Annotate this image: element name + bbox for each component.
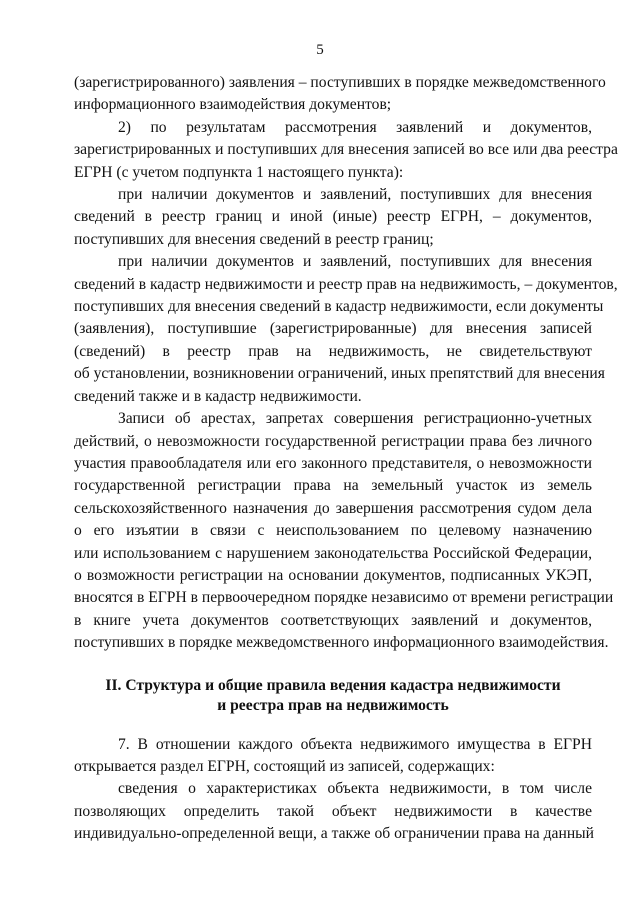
text-line: сельскохозяйственного назначения до завершения рассмотрения судом дела <box>74 499 592 517</box>
text-line: (зарегистрированного) заявления – поступивших в порядке межведомственного <box>74 74 606 91</box>
paragraph-p4 <box>74 251 618 408</box>
text-line: зарегистрированных и поступивших для внесения записей во все или два реестра <box>74 141 618 159</box>
text-line: (заявления), поступившие (зарегистрированные) для внесения записей <box>74 320 592 338</box>
section-heading-line-2: и реестра прав на недвижимость <box>217 696 449 714</box>
paragraph-p7 <box>74 778 592 845</box>
section-heading <box>74 676 592 716</box>
section-heading-line-1: II. Структура и общие правила ведения кадастра недвижимости <box>105 676 561 694</box>
text-line: Записи об арестах, запретах совершения регистрационно-учетных <box>118 410 592 428</box>
text-line: сведений также и в кадастр недвижимости. <box>74 387 362 405</box>
paragraph-p3 <box>74 184 592 251</box>
text-line: открывается раздел ЕГРН, состоящий из записей, содержащих: <box>74 757 495 775</box>
text-line: сведений в реестр границ и иной (иные) реестр ЕГРН, – документов, <box>74 208 592 226</box>
text-line: 2) по результатам рассмотрения заявлений и документов, <box>118 118 592 136</box>
text-line: поступивших для внесения сведений в кадастр недвижимости, если документы <box>74 298 604 316</box>
text-line: позволяющих определить такой объект недвижимости в качестве <box>74 802 592 820</box>
text-line: информационного взаимодействия документов; <box>74 96 392 114</box>
text-line: вносятся в ЕГРН в первоочередном порядке независимо от времени регистрации <box>74 589 614 607</box>
paragraph-p5 <box>74 408 614 654</box>
paragraphs-after-heading <box>74 734 592 846</box>
paragraph-p6 <box>74 734 592 779</box>
text-line: в книге учета документов соответствующих заявлений и документов, <box>74 611 592 629</box>
document-body <box>74 72 618 846</box>
text-line: поступивших для внесения сведений в реестр границ; <box>74 230 434 248</box>
text-line: 7. В отношении каждого объекта недвижимого имущества в ЕГРН <box>118 735 592 753</box>
text-line: об установлении, возникновении ограничений, иных препятствий для внесения <box>74 365 605 383</box>
text-line: о его изъятии в связи с неиспользованием по целевому назначению <box>74 522 592 540</box>
text-line: при наличии документов и заявлений, поступивших для внесения <box>118 186 592 204</box>
paragraphs-before-heading <box>74 72 618 655</box>
text-line: (сведений) в реестр прав на недвижимость, не свидетельствуют <box>74 342 592 360</box>
text-line: сведений в кадастр недвижимости и реестр прав на недвижимость, – документов, <box>74 275 618 293</box>
text-line: при наличии документов и заявлений, поступивших для внесения <box>118 253 592 271</box>
paragraph-p2 <box>74 117 618 184</box>
text-line: индивидуально-определенной вещи, а также об ограничении права на данный <box>74 825 594 843</box>
text-line: или использованием с нарушением законодательства Российской Федерации, <box>74 544 592 562</box>
text-line: участия правообладателя или его законного представителя, о невозможности <box>74 454 592 472</box>
text-line: о возможности регистрации на основании документов, подписанных УКЭП, <box>74 566 592 584</box>
text-line: действий, о невозможности государственной регистрации права без личного <box>74 432 592 450</box>
text-line: сведения о характеристиках объекта недвижимости, в том числе <box>118 780 592 798</box>
text-line: государственной регистрации права на земельный участок из земель <box>74 477 592 495</box>
paragraph-p1 <box>74 72 606 117</box>
page-number: 5 <box>316 42 324 58</box>
text-line: поступивших в порядке межведомственного информационного взаимодействия. <box>74 634 609 652</box>
text-line: ЕГРН (с учетом подпункта 1 настоящего пункта): <box>74 163 404 181</box>
